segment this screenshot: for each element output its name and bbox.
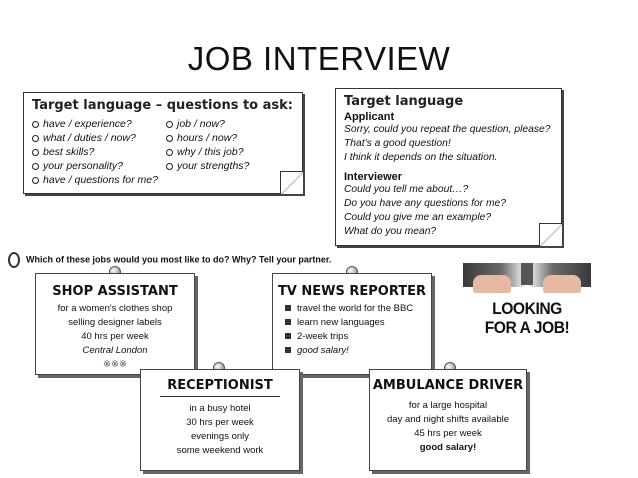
- job-card-ambulance-driver: [369, 369, 527, 471]
- job-card-receptionist: [140, 369, 300, 471]
- bullet-icon: [32, 135, 39, 142]
- job-card-line: for a large hospital: [408, 400, 488, 411]
- questions-note-title: Target language – questions to ask:: [32, 98, 293, 113]
- job-card-line: learn new languages: [273, 316, 431, 330]
- job-card-line: good salary!: [273, 344, 431, 358]
- job-card-line: travel the world for the BBC: [273, 302, 431, 316]
- target-language-note: [335, 88, 562, 246]
- questions-left-column: [32, 117, 158, 187]
- decorative-stars: ※※※: [103, 359, 127, 370]
- tie-icon: [521, 263, 533, 285]
- applicant-heading: Applicant: [344, 111, 395, 123]
- applicant-line: Sorry, could you repeat the question, please?: [344, 124, 551, 135]
- question-item: best skills?: [32, 145, 158, 159]
- job-card-line: day and night shifts available: [387, 414, 509, 425]
- job-card-line: for a women's clothes shop: [57, 303, 173, 314]
- job-card-title: SHOP ASSISTANT: [52, 284, 178, 299]
- question-item: have / experience?: [32, 117, 158, 131]
- exercise-number-icon: [8, 252, 20, 268]
- question-item: why / this job?: [166, 145, 249, 159]
- job-card-line: 40 hrs per week: [81, 331, 149, 342]
- question-item: what / duties / now?: [32, 131, 158, 145]
- job-card-title: RECEPTIONIST: [160, 378, 280, 397]
- job-card-title: AMBULANCE DRIVER: [372, 378, 524, 393]
- job-card-line: 30 hrs per week: [186, 417, 254, 428]
- looking-for-job-photo: [463, 263, 591, 349]
- job-card-line: selling designer labels: [68, 317, 162, 328]
- interviewer-line: Could you tell me about…?: [344, 184, 469, 195]
- question-item: job / now?: [166, 117, 249, 131]
- job-card-line: evenings only: [190, 431, 250, 442]
- bullet-icon: [32, 177, 39, 184]
- interviewer-line: What do you mean?: [344, 226, 437, 237]
- question-item: your strengths?: [166, 159, 249, 173]
- interviewer-line: Do you have any questions for me?: [344, 198, 506, 209]
- interviewer-section: [344, 171, 506, 239]
- task-prompt: Which of these jobs would you most like to do? Why? Tell your partner.: [8, 252, 331, 268]
- sign-line-1: LOOKING: [492, 299, 562, 318]
- applicant-section: [344, 111, 550, 165]
- square-bullet-icon: [285, 333, 291, 339]
- interviewer-line: Could you give me an example?: [344, 212, 492, 223]
- question-item: hours / now?: [166, 131, 249, 145]
- job-card-line: some weekend work: [176, 445, 264, 456]
- job-card-line: in a busy hotel: [189, 403, 251, 414]
- question-item: your personality?: [32, 159, 158, 173]
- target-note-title: Target language: [344, 94, 464, 109]
- bullet-icon: [166, 121, 173, 128]
- job-card-line: good salary!: [419, 442, 477, 453]
- job-card-tv-news-reporter: [272, 273, 432, 375]
- job-card-shop-assistant: [35, 273, 195, 375]
- applicant-line: That's a good question!: [344, 138, 451, 149]
- job-card-line: 2-week trips: [273, 330, 431, 344]
- page-title: JOB INTERVIEW: [187, 40, 451, 77]
- square-bullet-icon: [285, 347, 291, 353]
- page-fold-icon: [539, 223, 562, 246]
- applicant-line: I think it depends on the situation.: [344, 152, 498, 163]
- job-card-line: Central London: [82, 345, 148, 356]
- question-item: have / questions for me?: [32, 173, 158, 187]
- interviewer-heading: Interviewer: [344, 171, 403, 183]
- bullet-icon: [32, 121, 39, 128]
- sign-line-2: FOR A JOB!: [484, 318, 570, 337]
- sign-card: [469, 293, 585, 347]
- job-card-line: 45 hrs per week: [414, 428, 482, 439]
- square-bullet-icon: [285, 319, 291, 325]
- bullet-icon: [166, 149, 173, 156]
- bullet-icon: [32, 149, 39, 156]
- page-fold-icon: [280, 171, 303, 194]
- job-card-title: TV NEWS REPORTER: [277, 284, 427, 299]
- bullet-icon: [166, 163, 173, 170]
- questions-note: [23, 92, 303, 194]
- bullet-icon: [32, 163, 39, 170]
- square-bullet-icon: [285, 305, 291, 311]
- questions-right-column: [166, 117, 249, 173]
- bullet-icon: [166, 135, 173, 142]
